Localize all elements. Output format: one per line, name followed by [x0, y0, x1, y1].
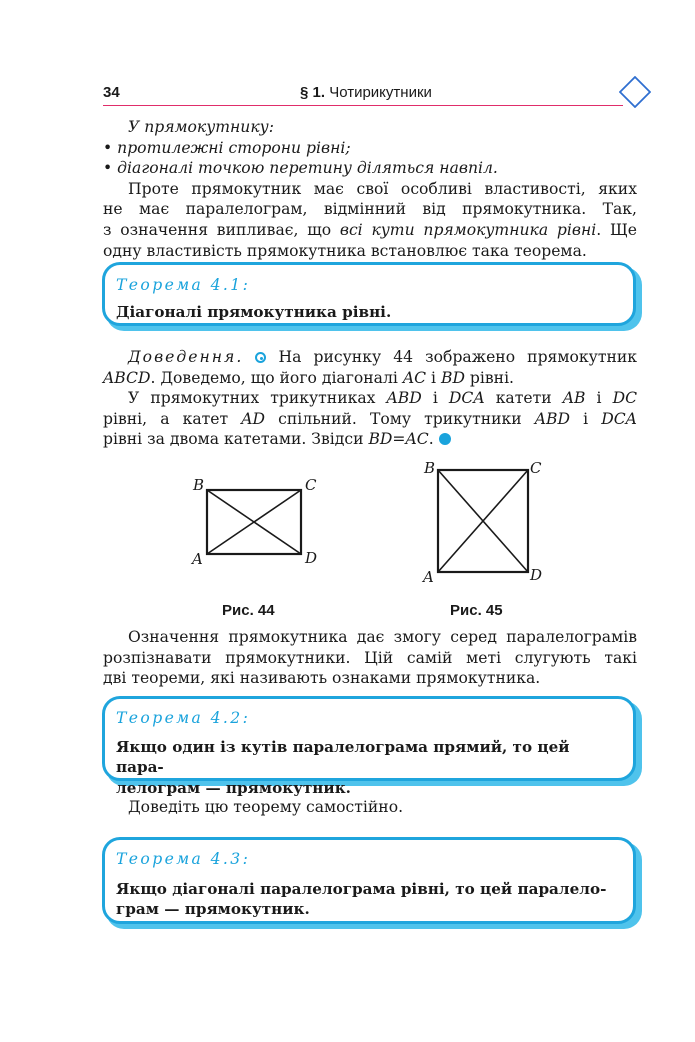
theorem-title: Теорема 4.1: — [116, 276, 251, 294]
theorem-title: Теорема 4.3: — [116, 850, 251, 868]
text-line — [103, 347, 637, 368]
point-label-c: C — [530, 459, 542, 477]
point-label-d: D — [530, 566, 543, 584]
text-line — [103, 388, 637, 409]
text-span: катети — [495, 389, 552, 408]
text-line — [103, 220, 637, 241]
figure-45-caption: Рис. 45 — [450, 602, 503, 619]
text-span: рівні, а катет — [103, 409, 229, 428]
text-line — [103, 409, 637, 430]
text-span: і — [583, 409, 589, 428]
text-span: рівні за двома катетами. Звідси — [103, 430, 364, 449]
text-line: Проте прямокутник має свої особливі властивості, яких — [128, 179, 637, 198]
statement-line: Якщо діагоналі паралелограма рівні, то цей паралело- — [116, 880, 607, 898]
diamond-outline-icon — [619, 76, 651, 108]
header-rule — [103, 105, 623, 106]
text-span: На рисунку 44 зображено прямокутник — [278, 348, 637, 366]
section-heading — [300, 84, 432, 101]
math-text: DCA — [448, 389, 485, 408]
proof-end-icon — [439, 433, 451, 445]
text-span: У прямокутних трикутниках — [128, 389, 376, 408]
point-label-c: C — [305, 476, 317, 494]
exercise-block — [103, 797, 637, 818]
point-label-b: B — [193, 476, 205, 494]
math-text: AC — [405, 430, 429, 449]
point-label-d: D — [305, 549, 318, 567]
theorem-box — [102, 262, 636, 326]
text-line: розпізнавати прямокутники. Цій самій меті слугують такі — [103, 648, 637, 667]
figure-45-rectangle — [420, 455, 545, 585]
intro-block — [103, 117, 637, 261]
theorem-box — [102, 837, 636, 924]
text-line — [103, 368, 637, 389]
statement-line: лелограм — прямокутник. — [116, 778, 351, 797]
math-text: AB — [562, 389, 586, 408]
math-text: AD — [241, 409, 266, 428]
figure-44-rectangle — [185, 470, 325, 575]
math-text: DC — [612, 389, 638, 408]
text-span: рівні. — [469, 368, 515, 387]
emphasis-text: всі кути прямокутника рівні — [339, 220, 597, 239]
theorem-title: Теорема 4.2: — [116, 709, 251, 727]
text-line — [103, 429, 637, 450]
figure-44-caption: Рис. 44 — [222, 602, 275, 619]
statement-line: грам — прямокутник. — [116, 900, 310, 919]
intro-lead: У прямокутнику: — [128, 118, 274, 136]
text-span: і — [432, 389, 438, 408]
math-text: AC — [402, 368, 427, 387]
equals-sign: = — [392, 430, 406, 449]
math-text: DCA — [601, 409, 637, 428]
text-span: . — [428, 430, 434, 449]
text-line: не має паралелограм, відмінний від прямокутника. Так, — [103, 200, 637, 219]
text-line: одну властивість прямокутника встановлює така теорема. — [103, 241, 587, 260]
theorem-statement — [116, 737, 619, 798]
text-line: Означення прямокутника дає змогу серед паралелограмів — [128, 628, 637, 646]
bullet-item: • протилежні сторони рівні; — [103, 138, 351, 157]
theorem-box — [102, 696, 636, 797]
math-text: ABD — [534, 409, 570, 428]
statement-line: Якщо один із кутів паралелограма прямий, то цей пара- — [116, 738, 570, 777]
text-span: . Доведемо, що його діагоналі — [150, 368, 398, 387]
text-span: з означення випливає, що — [103, 220, 332, 239]
proof-start-icon — [255, 352, 266, 363]
section-title: Чотирикутники — [329, 84, 432, 101]
exercise-text: Доведіть цю теорему самостійно. — [128, 798, 404, 816]
signs-block — [103, 627, 637, 689]
page-number: 34 — [103, 84, 120, 101]
point-label-b: B — [424, 459, 436, 477]
section-number: § 1. — [300, 84, 326, 101]
text-span: спільний. Тому трикутники — [278, 409, 522, 428]
bullet-text: діагоналі точкою перетину діляться навпіл. — [117, 159, 498, 178]
proof-label: Доведення. — [128, 348, 244, 366]
math-text: BD — [368, 430, 393, 449]
theorem-statement — [116, 879, 619, 920]
point-label-a: A — [423, 568, 434, 586]
bullet-text: протилежні сторони рівні; — [117, 138, 351, 157]
text-span: і — [596, 389, 602, 408]
text-span: і — [431, 368, 437, 387]
proof-block — [103, 347, 637, 450]
text-line: дві теореми, які називають ознаками прямокутника. — [103, 669, 541, 688]
math-text: ABCD — [103, 368, 151, 387]
bullet-item: • діагоналі точкою перетину діляться навпіл. — [103, 159, 498, 178]
point-label-a: A — [192, 550, 203, 568]
theorem-statement: Діагоналі прямокутника рівні. — [116, 303, 392, 321]
text-span: . Ще — [596, 220, 637, 239]
math-text: ABD — [386, 389, 422, 408]
math-text: BD — [440, 368, 465, 387]
